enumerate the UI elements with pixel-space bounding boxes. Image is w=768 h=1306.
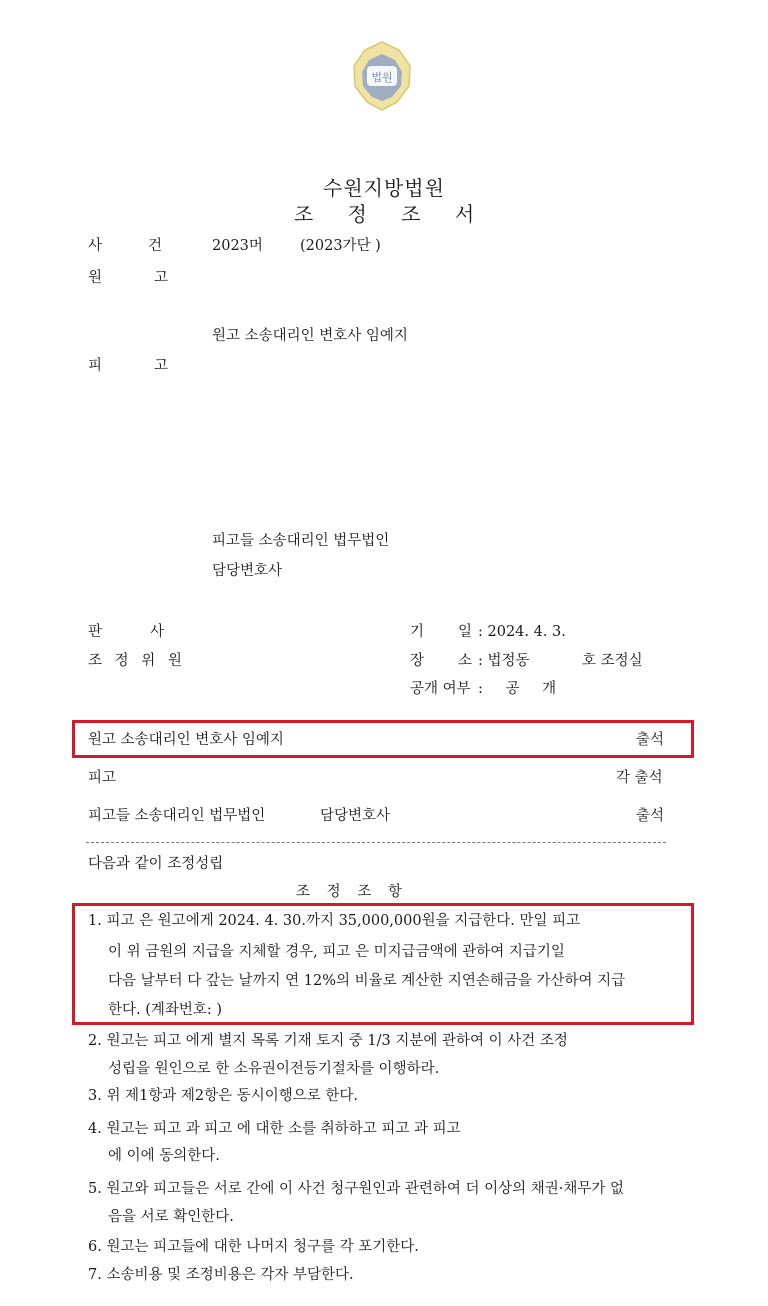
document-title: 조 정 조 서 (293, 202, 489, 226)
attendance-party-2: 피고 (88, 770, 117, 786)
place-room: 호 조정실 (582, 653, 643, 669)
public-value: : 공 개 (478, 681, 557, 697)
case-reference: (2023가단 ) (300, 238, 381, 254)
case-number: 2023머 (212, 238, 263, 254)
term-5-line-1: 5. 원고와 피고들은 서로 간에 이 사건 청구원인과 관련하여 더 이상의 채권·채무가 없 (88, 1181, 624, 1197)
terms-title: 조 정 조 항 (296, 884, 408, 900)
court-seal-icon (347, 40, 417, 112)
term-5-line-2: 음을 서로 확인한다. (108, 1209, 234, 1225)
attendance-status-2: 각 출석 (616, 770, 663, 786)
attendance-status-3: 출석 (636, 808, 665, 824)
attendance-party-1: 원고 소송대리인 변호사 임예지 (88, 732, 284, 748)
attendance-status-1: 출석 (636, 732, 665, 748)
conclusion-text: 다음과 같이 조정성립 (88, 856, 224, 872)
term-6: 6. 원고는 피고들에 대한 나머지 청구를 각 포기한다. (88, 1239, 419, 1255)
attendance-attorney-3: 담당변호사 (320, 808, 391, 824)
term-2-line-2: 성립을 원인으로 한 소유권이전등기절차를 이행하라. (108, 1061, 440, 1077)
term-1-line-3: 다음 날부터 다 갚는 날까지 연 12%의 비율로 계산한 지연손해금을 가산하여 지급 (108, 973, 626, 989)
defendant-attorney: 담당변호사 (212, 563, 283, 579)
term-1-line-4: 한다. (계좌번호: ) (108, 1002, 223, 1018)
place-value: : 법정동 (478, 653, 530, 669)
mediator-label: 조 정 위 원 (88, 653, 186, 669)
date-value: : 2024. 4. 3. (478, 624, 566, 640)
seal-text: 법원 (371, 71, 393, 84)
divider (86, 842, 666, 843)
plaintiff-counsel: 원고 소송대리인 변호사 임예지 (212, 328, 408, 344)
term-4-line-2: 에 이에 동의한다. (108, 1148, 220, 1164)
attendance-party-3: 피고들 소송대리인 법무법인 (88, 808, 266, 824)
court-name: 수원지방법원 (323, 176, 445, 200)
term-3: 3. 위 제1항과 제2항은 동시이행으로 한다. (88, 1088, 359, 1104)
term-7: 7. 소송비용 및 조정비용은 각자 부담한다. (88, 1267, 354, 1283)
term-4-line-1: 4. 원고는 피고 과 피고 에 대한 소를 취하하고 피고 과 피고 (88, 1121, 461, 1137)
term-1-line-1: 1. 피고 은 원고에게 2024. 4. 30.까지 35,000,000원을 지급한다. 만일 피고 (88, 913, 581, 929)
term-1-line-2: 이 위 금원의 지급을 지체할 경우, 피고 은 미지급금액에 관하여 지급기일 (108, 944, 565, 960)
term-2-line-1: 2. 원고는 피고 에게 별지 목록 기재 토지 중 1/3 지분에 관하여 이 사건 조정 (88, 1033, 568, 1049)
public-label: 공개 여부 (410, 681, 471, 697)
defendant-counsel: 피고들 소송대리인 법무법인 (212, 533, 390, 549)
